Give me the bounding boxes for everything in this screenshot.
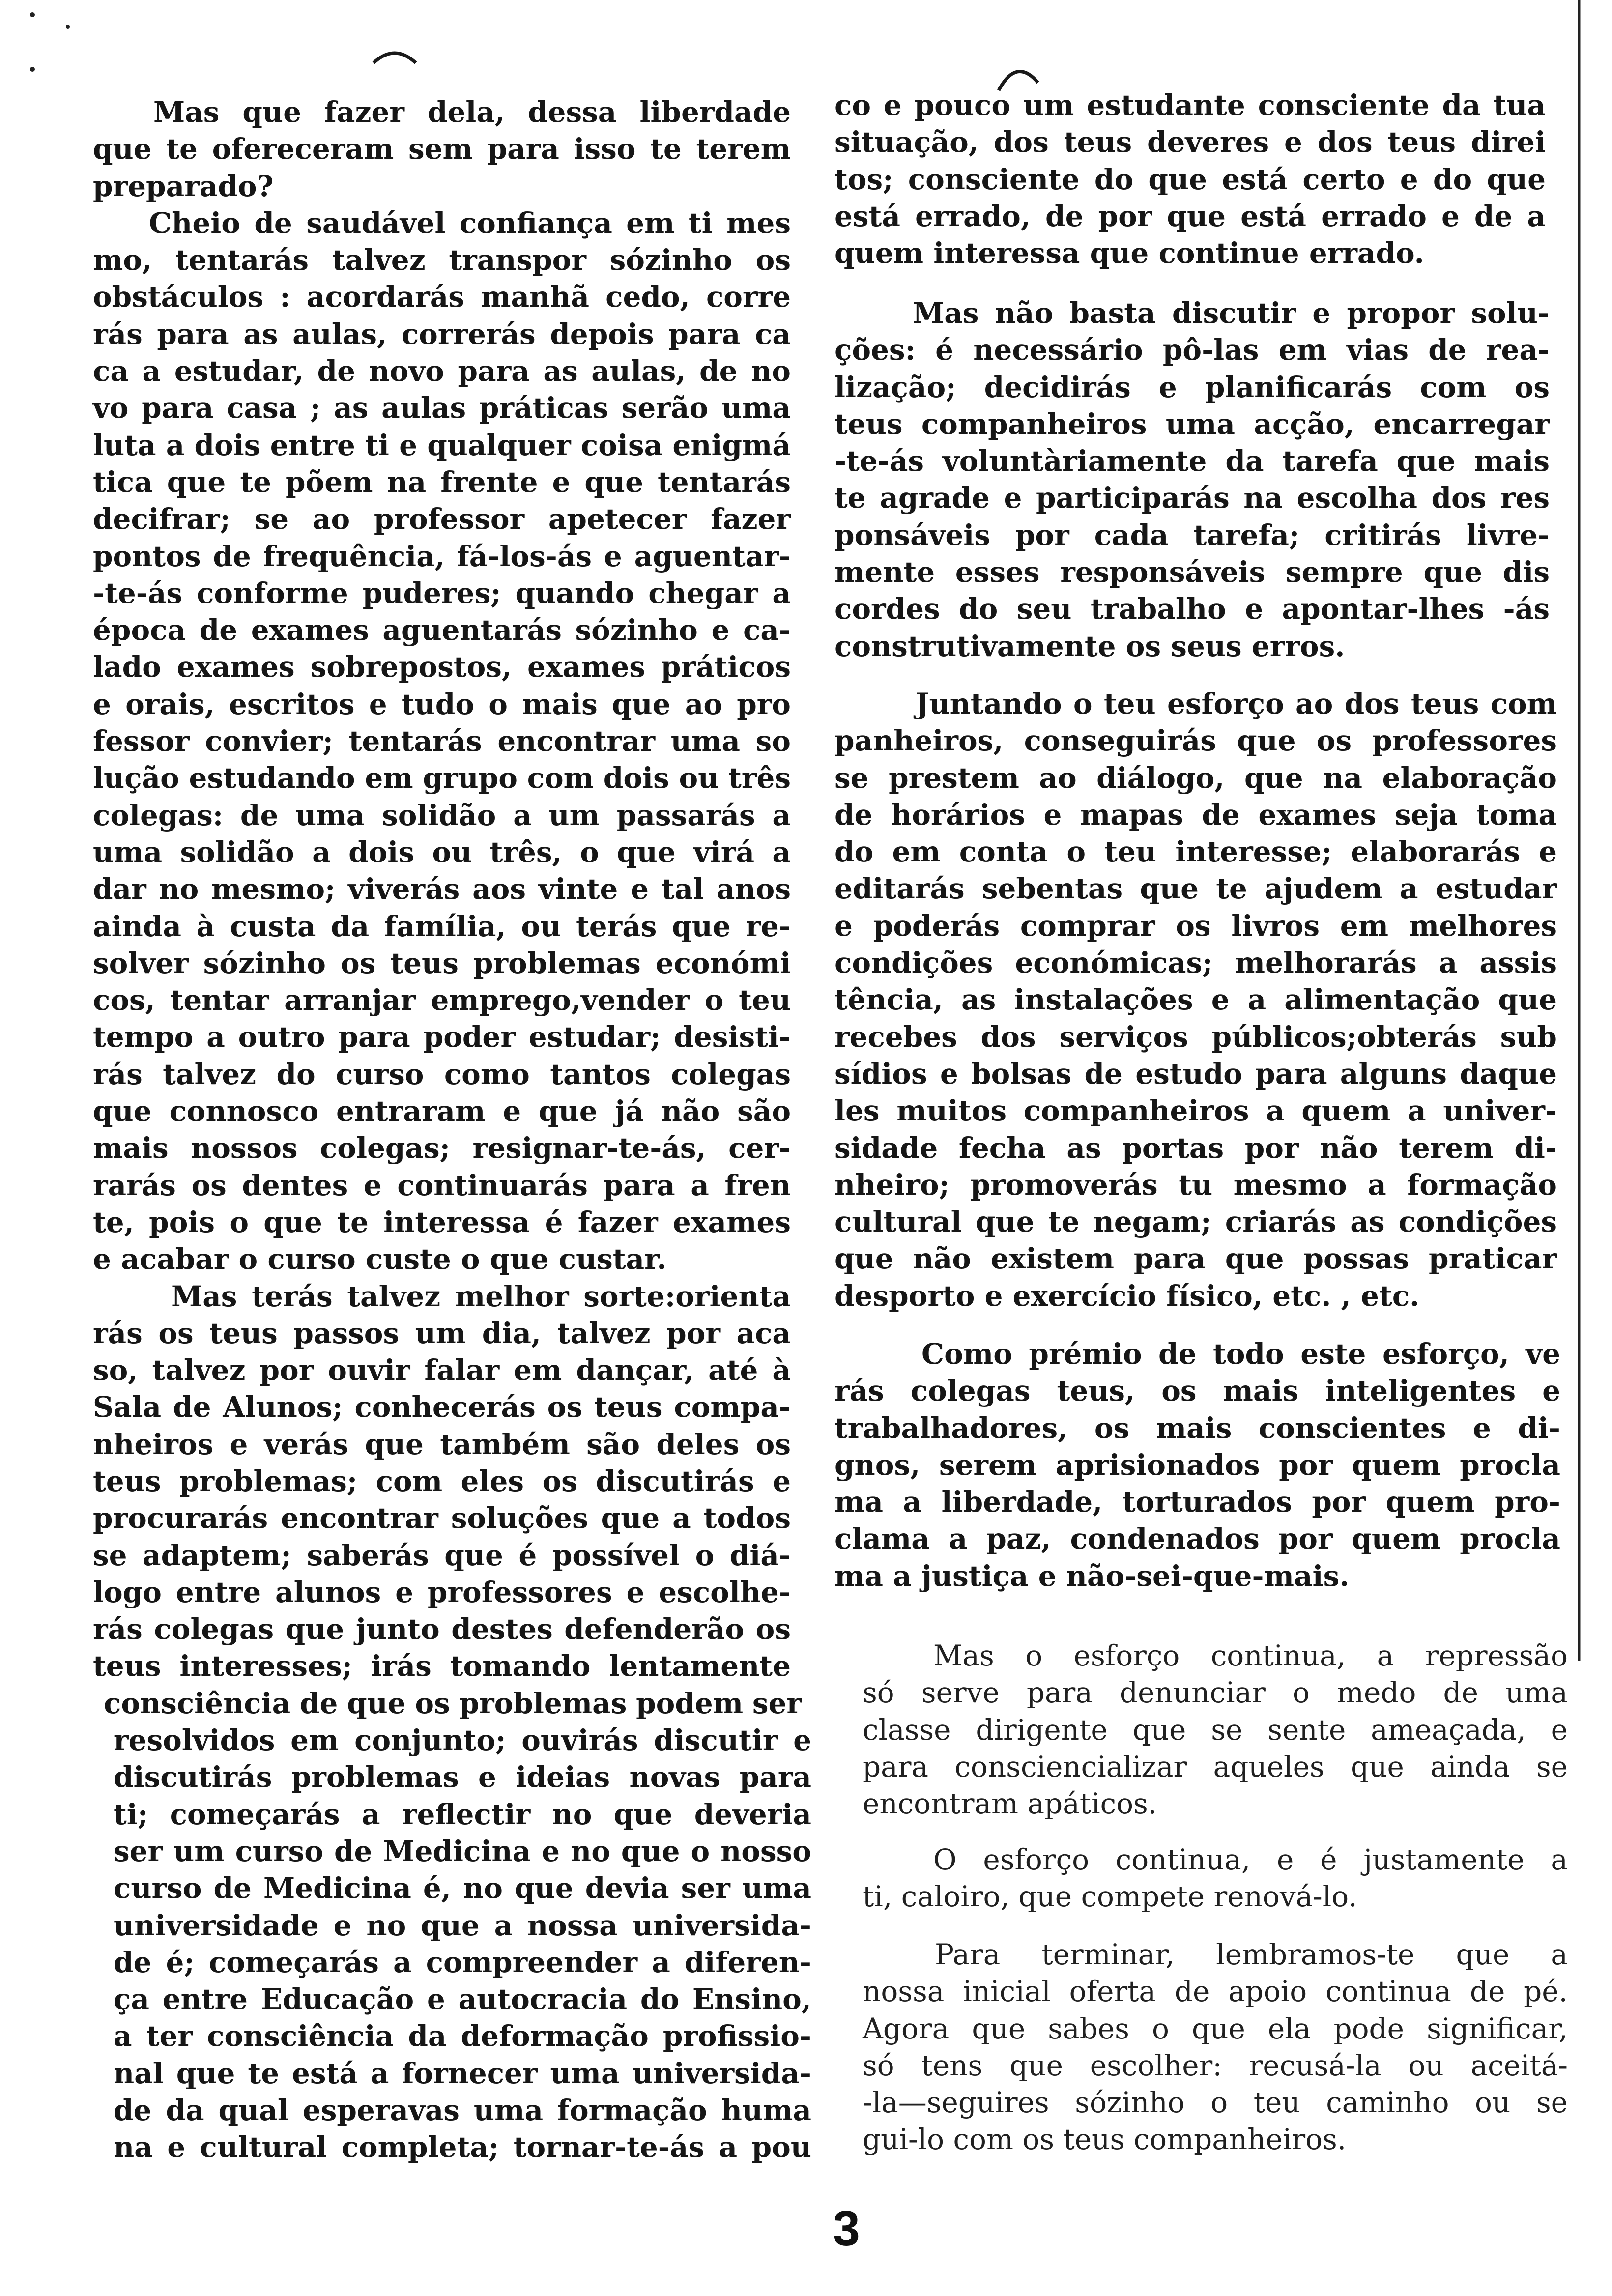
text-line: O esforço continua, e é justamente a [933,1843,1568,1876]
text-line: Mas não basta discutir e propor solu- [913,296,1550,330]
text-line: tica que te põem na frente e que tentarás [93,465,791,499]
text-line: rarás os dentes e continuarás para a fren [93,1168,791,1202]
text-line: Mas que fazer dela, dessa liberdade [153,95,791,129]
text-line: está errado, de por que está errado e de a [835,199,1546,233]
text-line: te, pois o que te interessa é fazer exames [93,1205,791,1239]
text-line: ser um curso de Medicina e no que o nosso [114,1834,811,1868]
text-line: preparado? [93,169,274,203]
text-line: que connosco entraram e que já não são [93,1094,791,1128]
text-line: rás talvez do curso como tantos colegas [93,1057,791,1091]
text-line: época de exames aguentarás sózinho e ca- [93,613,791,647]
text-line: logo entre alunos e professores e escolhe- [93,1575,791,1609]
text-line: se prestem ao diálogo, que na elaboração [835,761,1557,795]
text-line: Para terminar, lembramos-te que a [935,1938,1568,1971]
text-line: lado exames sobrepostos, exames práticos [93,650,791,684]
text-line: fessor convier; tentarás encontrar uma so [93,724,791,758]
text-line: mais nossos colegas; resignar-te-ás, cer- [93,1131,791,1165]
paragraph [835,295,1550,665]
text-line: tência, as instalações e a alimentação que [835,983,1557,1017]
text-line: só serve para denunciar o medo de uma [863,1676,1568,1710]
paragraph [835,87,1546,272]
text-line: na e cultural completa; tornar-te-ás a pou [114,2130,811,2164]
text-line: tos; consciente do que está certo e do que [835,162,1546,196]
text-line: ti, caloiro, que compete renová-lo. [863,1880,1357,1914]
text-line: desporto e exercício físico, etc. , etc. [835,1279,1420,1313]
text-line: Agora que sabes o que ela pode significar, [863,2011,1568,2045]
text-line: se adaptem; saberás que é possível o diá- [93,1538,791,1572]
text-line: resolvidos em conjunto; ouvirás discutir e [114,1723,811,1757]
text-line: les muitos companheiros a quem a univer- [835,1094,1557,1128]
text-line: panheiros, conseguirás que os professores [835,724,1557,758]
text-line: classe dirigente que se sente ameaçada, e [863,1713,1568,1747]
text-line: mente esses responsáveis sempre que dis [835,555,1550,589]
text-line: e acabar o curso custe o que custar. [93,1242,667,1276]
scan-speck [30,12,35,17]
text-line: que não existem para que possas praticar [835,1242,1557,1276]
text-line: teus companheiros uma acção, encarregar [835,407,1550,441]
text-line: condições económicas; melhorarás a assis [835,946,1557,980]
text-line: cos, tentar arranjar emprego,vender o teu [93,983,791,1017]
text-line: obstáculos : acordarás manhã cedo, corre [93,280,791,314]
text-line: discutirás problemas e ideias novas para [114,1760,811,1794]
text-line: ma a justiça e não-sei-que-mais. [835,1559,1350,1593]
text-line: solver sózinho os teus problemas económi [93,946,791,980]
paragraph [863,1637,1568,1822]
text-line: ti; começarás a reflectir no que deveria [114,1797,811,1831]
text-line: uma solidão a dois ou três, o que virá a [93,835,791,869]
text-line: gnos, serem aprisionados por quem procla [835,1448,1560,1482]
text-line: do em conta o teu interesse; elaborarás e [835,835,1557,869]
text-line: rás colegas que junto destes defenderão os [93,1612,791,1646]
text-line: nheiro; promoverás tu mesmo a formação [835,1168,1557,1202]
text-line: para consciencializar aqueles que ainda se [863,1750,1568,1783]
text-line: trabalhadores, os mais conscientes e di- [835,1411,1560,1445]
text-line: de da qual esperavas uma formação huma [114,2094,811,2127]
text-line: co e pouco um estudante consciente da tua [835,88,1546,122]
text-line: nal que te está a fornecer uma universida- [114,2056,811,2090]
text-line: de é; começarás a compreender a diferen- [114,1945,811,1979]
text-line: ma a liberdade, torturados por quem pro- [835,1485,1560,1519]
text-line: lização; decidirás e planificarás com os [835,370,1550,404]
scan-speck [66,25,70,29]
text-line: colegas: de uma solidão a um passarás a [93,798,791,832]
text-line: -te-ás conforme puderes; quando chegar a [93,576,791,610]
text-line: Cheio de saudável confiança em ti mes [149,206,791,240]
paragraph [863,1936,1568,2158]
scan-speck [30,67,35,72]
text-line: sídios e bolsas de estudo para alguns daque [835,1057,1557,1091]
text-line: lução estudando em grupo com dois ou três [93,761,791,795]
text-line: pontos de frequência, fá-los-ás e aguentar- [93,539,791,573]
right-text-column [835,0,1568,2172]
text-line: procurarás encontrar soluções que a todos [93,1501,791,1535]
text-line: só tens que escolher: recusá-la ou aceitá- [863,2048,1568,2082]
text-line: rás os teus passos um dia, talvez por aca [93,1316,791,1350]
text-line: ções: é necessário pô-las em vias de rea- [835,333,1550,367]
punch-mark [374,53,416,63]
text-line: Como prémio de todo este esforço, ve [921,1337,1560,1371]
text-line: quem interessa que continue errado. [835,236,1424,270]
paragraph [93,1278,811,2166]
text-line: consciência de que os problemas podem ser [104,1686,802,1720]
text-line: situação, dos teus deveres e dos teus direi [835,125,1546,159]
text-line: ainda à custa da família, ou terás que re- [93,909,791,943]
text-line: universidade e no que a nossa universida- [114,1908,811,1942]
text-line: luta a dois entre ti e qualquer coisa enigmá [93,428,791,462]
text-line: de horários e mapas de exames seja toma [835,798,1557,832]
text-line: rás para as aulas, correrás depois para ca [93,317,791,351]
paragraph [835,1336,1560,1595]
text-line: dar no mesmo; viverás aos vinte e tal anos [93,872,791,906]
text-line: Juntando o teu esforço ao dos teus com [916,687,1557,720]
text-line: a ter consciência da deformação profissio- [114,2019,811,2053]
text-line: nossa inicial oferta de apoio continua de pé. [863,1975,1568,2009]
text-line: ça entre Educação e autocracia do Ensino, [114,1982,811,2016]
page-number: 3 [833,2201,860,2256]
paragraph [93,205,791,1278]
text-line: recebes dos serviços públicos;obterás sub [835,1020,1557,1054]
text-line: cultural que te negam; criarás as condições [835,1205,1557,1239]
text-line: clama a paz, condenados por quem procla [835,1522,1560,1556]
text-line: que te ofereceram sem para isso te terem [93,132,791,166]
text-line: -te-ás voluntàriamente da tarefa que mais [835,444,1550,478]
text-line: construtivamente os seus erros. [835,629,1345,663]
text-line: tempo a outro para poder estudar; desisti- [93,1020,791,1054]
left-text-column [93,94,811,2166]
text-line: e poderás comprar os livros em melhores [835,909,1557,943]
text-line: e orais, escritos e tudo o mais que ao pro [93,687,791,721]
text-line: decifrar; se ao professor apetecer fazer [93,502,791,536]
text-line: teus interesses; irás tomando lentamente [93,1649,791,1683]
paragraph [863,1841,1568,1916]
text-line: mo, tentarás talvez transpor sózinho os [93,243,791,277]
text-line: ca a estudar, de novo para as aulas, de no [93,354,791,388]
text-line: nheiros e verás que também são deles os [93,1427,791,1461]
text-line: gui-lo com os teus companheiros. [863,2123,1347,2156]
paragraph [93,94,791,205]
text-line: Mas o esforço continua, a repressão [933,1639,1568,1672]
text-line: sidade fecha as portas por não terem di- [835,1131,1557,1165]
text-line: rás colegas teus, os mais inteligentes e [835,1374,1560,1408]
text-line: ponsáveis por cada tarefa; critirás livre- [835,518,1550,552]
text-line: Mas terás talvez melhor sorte:orienta [171,1279,791,1313]
text-line: encontram apáticos. [863,1787,1157,1821]
text-line: te agrade e participarás na escolha dos res [835,481,1550,515]
text-line: teus problemas; com eles os discutirás e [93,1464,791,1498]
paragraph [835,686,1557,1315]
text-line: editarás sebentas que te ajudem a estudar [835,872,1557,906]
text-line: vo para casa ; as aulas práticas serão uma [93,391,791,425]
text-line: so, talvez por ouvir falar em dançar, até à [93,1353,791,1387]
text-line: Sala de Alunos; conhecerás os teus compa- [93,1390,791,1424]
text-line: cordes do seu trabalho e apontar-lhes -ás [835,592,1550,626]
text-line: -la—seguires sózinho o teu caminho ou se [863,2086,1568,2120]
text-line: curso de Medicina é, no que devia ser uma [114,1871,811,1905]
